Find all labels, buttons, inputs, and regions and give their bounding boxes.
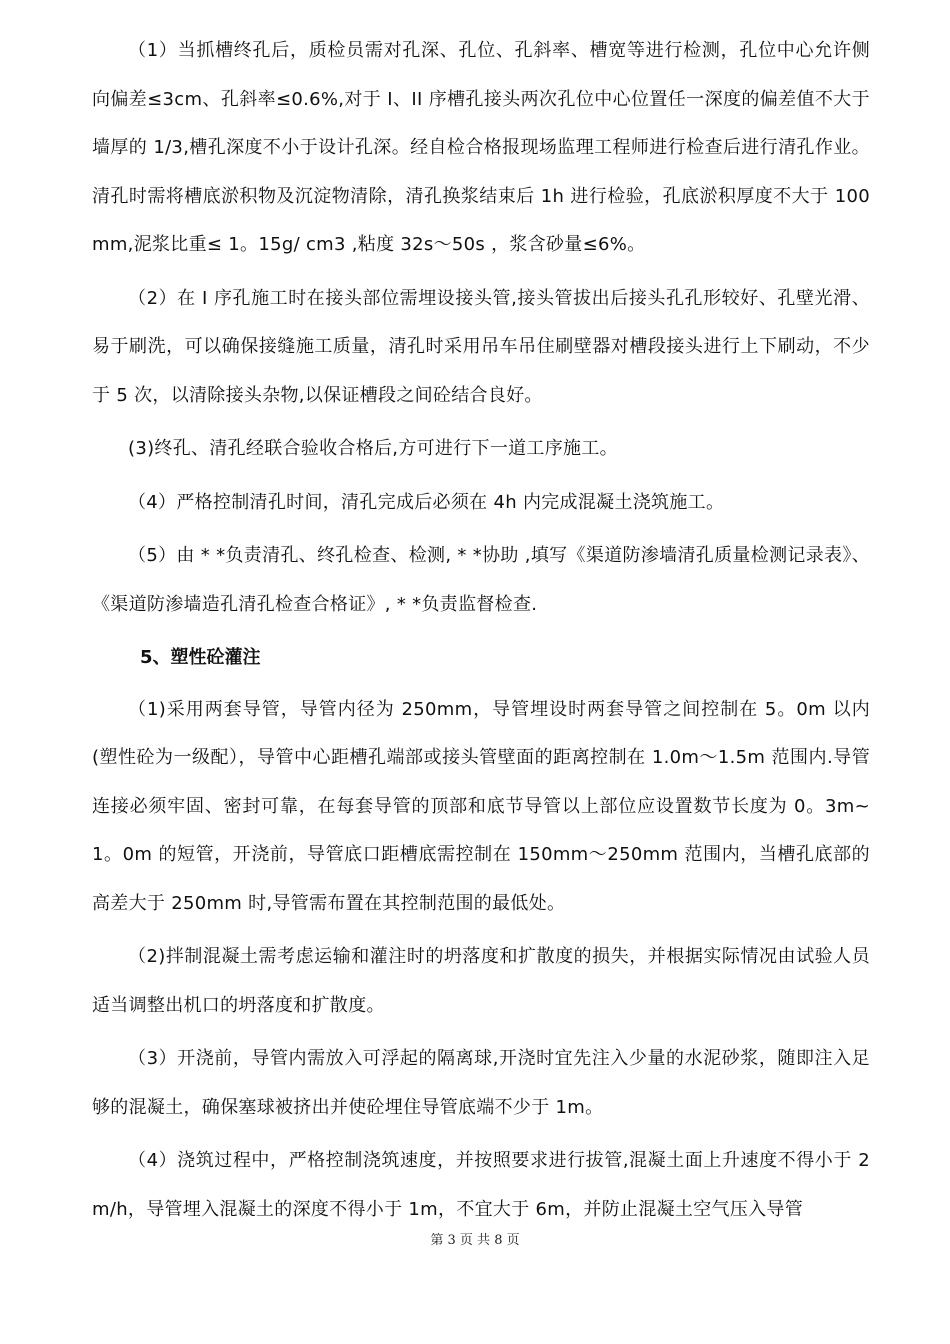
paragraph-cleaning-time: （4）严格控制清孔时间，清孔完成后必须在 4h 内完成混凝土浇筑施工。 [128, 491, 725, 513]
document-body [92, 27, 870, 1239]
paragraph-joint-acceptance: (3)终孔、清孔经联合验收合格后,方可进行下一道工序施工。 [128, 438, 618, 459]
page-footer: 第 3 页 共 8 页 [430, 1233, 520, 1248]
paragraph-conduit-setup: （1)采用两套导管，导管内径为 250mm，导管埋设时两套导管之间控制在 5。0m 以内(塑性砼为一级配），导管中心距槽孔端部或接头管壁面的距离控制在 1.0m～1.5m 范围内.导管连接必须牢固、密封可靠，在每套导管的顶部和底节导管以上部位应设置数节长度为 0。3m~1。0m 的短管，开浇前，导管底口距槽底需控制在 150mm～250mm 范围内，当槽孔底部的高差大于 250mm 时,导管需布置在其控制范围的最低处。 [92, 698, 870, 914]
paragraph-pouring-start: （3）开浇前，导管内需放入可浮起的隔离球,开浇时宜先注入少量的水泥砂浆，随即注入足够的混凝土，确保塞球被挤出并使砼埋住导管底端不少于 1m。 [92, 1048, 870, 1118]
paragraph-pouring-process: （4）浇筑过程中，严格控制浇筑速度，并按照要求进行拔管,混凝土面上升速度不得小于 2m/h，导管埋入混凝土的深度不得小于 1m，不宜大于 6m，并防止混凝土空气压入导管 [92, 1150, 870, 1220]
paragraph-joint-pipe: （2）在 I 序孔施工时在接头部位需埋设接头管,接头管拔出后接头孔孔形较好、孔壁光滑、易于刷洗，可以确保接缝施工质量，清孔时采用吊车吊住刷壁器对槽段接头进行上下刷动，不少于 5 次，以清除接头杂物,以保证槽段之间砼结合良好。 [92, 287, 870, 406]
paragraph-final-hole-inspection: （1）当抓槽终孔后，质检员需对孔深、孔位、孔斜率、槽宽等进行检测，孔位中心允许侧向偏差≤3cm、孔斜率≤0.6%,对于 I、II 序槽孔接头两次孔位中心位置任一深度的偏差值不大于墙厚的 1/3,槽孔深度不小于设计孔深。经自检合格报现场监理工程师进行检查后进行清孔作业。清孔时需将槽底淤积物及沉淀物清除，清孔换浆结束后 1h 进行检验，孔底淤积厚度不大于 100mm,泥浆比重≤ 1。15g/ cm3 ,粘度 32s～50s ，浆含砂量≤6%。 [92, 40, 870, 255]
paragraph-concrete-mixing: （2)拌制混凝土需考虑运输和灌注时的坍落度和扩散度的损失，并根据实际情况由试验人员适当调整出机口的坍落度和扩散度。 [92, 946, 870, 1016]
section-heading: 5、塑性砼灌注 [140, 647, 261, 668]
paragraph-responsibility: （5）由 * *负责清孔、终孔检查、检测, * *协助 ,填写《渠道防渗墙清孔质量检测记录表》、《渠道防渗墙造孔清孔检查合格证》, * *负责监督检查. [92, 545, 870, 615]
